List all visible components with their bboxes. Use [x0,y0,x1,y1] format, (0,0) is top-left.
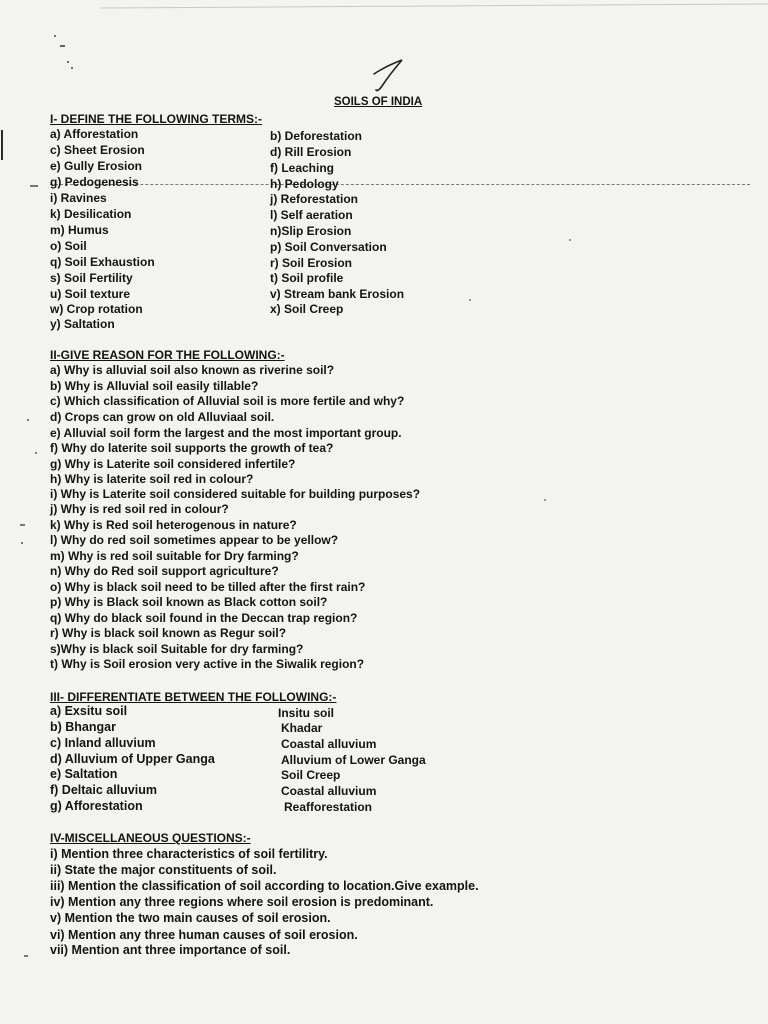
differentiate-item: g) Afforestation [50,799,143,813]
term-item: d) Rill Erosion [270,145,352,159]
term-item: f) Leaching [270,161,335,175]
question-item: j) Why is red soil red in colour? [50,502,229,516]
question-item: b) Why is Alluvial soil easily tillable? [50,379,259,393]
term-item: u) Soil texture [50,287,131,301]
differentiate-item: Khadar [281,721,323,735]
term-item: n)Slip Erosion [270,224,352,238]
question-item: g) Why is Laterite soil considered infertile? [50,457,296,471]
term-item: j) Reforestation [270,192,359,206]
question-item: q) Why do black soil found in the Deccan trap region? [50,611,358,625]
term-item: i) Ravines [50,191,107,205]
misc-item: ii) State the major constituents of soil. [50,863,277,877]
term-item: k) Desilication [50,207,132,221]
term-item: b) Deforestation [270,129,363,143]
misc-item: v) Mention the two main causes of soil erosion. [50,911,331,925]
term-item: h) Pedology [270,177,339,191]
term-item: g) Pedogenesis [50,175,139,189]
differentiate-item: d) Alluvium of Upper Ganga [50,752,215,766]
question-item: o) Why is black soil need to be tilled after the first rain? [50,580,366,594]
differentiate-item: Reafforestation [284,800,373,814]
dashed-divider [50,184,750,185]
term-item: l) Self aeration [270,208,353,222]
term-item: a) Afforestation [50,127,139,141]
differentiate-item: f) Deltaic alluvium [50,783,157,797]
term-item: v) Stream bank Erosion [270,287,405,301]
differentiate-item: Coastal alluvium [281,737,377,751]
term-item: q) Soil Exhaustion [50,255,155,269]
page-title: SOILS OF INDIA [334,96,423,108]
differentiate-item: e) Saltation [50,767,118,781]
term-item: y) Saltation [50,317,115,331]
term-item: w) Crop rotation [50,302,143,316]
section-4-heading: IV-MISCELLANEOUS QUESTIONS:- [50,831,251,845]
differentiate-item: Soil Creep [281,768,341,782]
question-item: k) Why is Red soil heterogenous in nature? [50,518,297,532]
question-item: t) Why is Soil erosion very active in the Siwalik region? [50,657,365,671]
differentiate-item: b) Bhangar [50,720,116,734]
question-item: r) Why is black soil known as Regur soil? [50,626,287,640]
question-item: c) Which classification of Alluvial soil is more fertile and why? [50,394,405,408]
section-1-heading: I- DEFINE THE FOLLOWING TERMS:- [50,112,262,126]
term-item: r) Soil Erosion [270,256,353,270]
term-item: x) Soil Creep [270,302,344,316]
question-item: e) Alluvial soil form the largest and the most important group. [50,426,402,440]
misc-item: iii) Mention the classification of soil according to location.Give example. [50,879,479,893]
term-item: p) Soil Conversation [270,240,387,254]
term-item: m) Humus [50,223,109,237]
differentiate-item: a) Exsitu soil [50,704,128,718]
section-3-heading: III- DIFFERENTIATE BETWEEN THE FOLLOWING:- [50,690,337,704]
misc-item: vii) Mention ant three importance of soil. [50,943,291,957]
differentiate-item: Alluvium of Lower Ganga [281,753,426,767]
differentiate-item: Insitu soil [278,706,335,720]
question-item: f) Why do laterite soil supports the growth of tea? [50,441,334,455]
term-item: e) Gully Erosion [50,159,143,173]
question-item: m) Why is red soil suitable for Dry farming? [50,549,299,563]
question-item: p) Why is Black soil known as Black cotton soil? [50,595,328,609]
question-item: h) Why is laterite soil red in colour? [50,472,254,486]
misc-item: vi) Mention any three human causes of soil erosion. [50,928,358,942]
question-item: a) Why is alluvial soil also known as riverine soil? [50,363,335,377]
misc-item: iv) Mention any three regions where soil erosion is predominant. [50,895,434,909]
question-item: i) Why is Laterite soil considered suitable for building purposes? [50,487,421,501]
term-item: t) Soil profile [270,271,344,285]
handwritten-page-number [368,54,410,96]
question-item: d) Crops can grow on old Alluviaal soil. [50,410,275,424]
section-2-heading: II-GIVE REASON FOR THE FOLLOWING:- [50,348,285,362]
differentiate-item: Coastal alluvium [281,784,377,798]
question-item: n) Why do Red soil support agriculture? [50,564,279,578]
term-item: c) Sheet Erosion [50,143,145,157]
term-item: s) Soil Fertility [50,271,133,285]
question-item: s)Why is black soil Suitable for dry farming? [50,642,304,656]
misc-item: i) Mention three characteristics of soil fertilitry. [50,847,328,861]
question-item: l) Why do red soil sometimes appear to be yellow? [50,533,339,547]
differentiate-item: c) Inland alluvium [50,736,156,750]
term-item: o) Soil [50,239,87,253]
